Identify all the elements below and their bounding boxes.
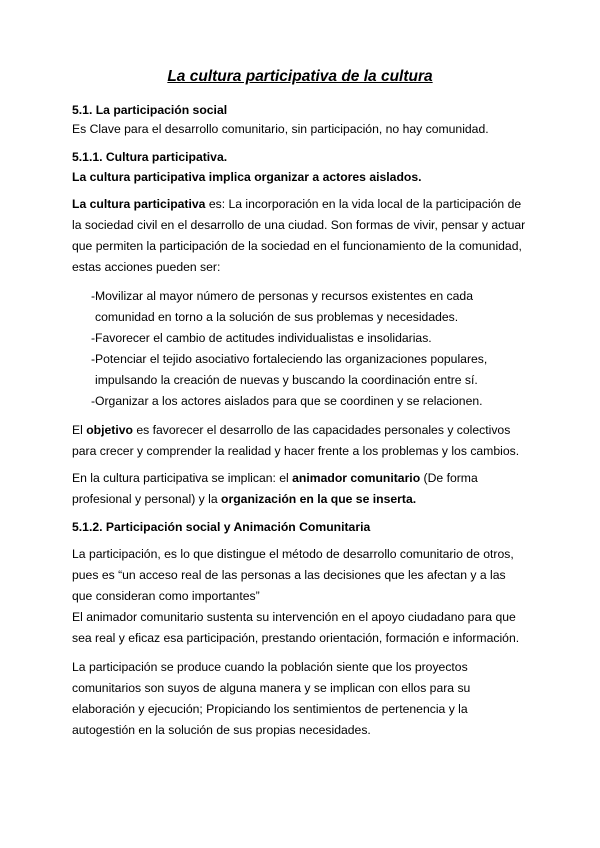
bullet-dash: - [91,331,96,345]
list-item-text: Movilizar al mayor número de personas y recursos existentes en cada comunidad en torno a la solución de sus problemas y necesidades. [95,289,473,324]
list-item [72,286,528,328]
list-item-text: Favorecer el cambio de actitudes individualistas e insolidarias. [95,331,432,345]
bullet-dash: - [91,352,96,366]
paragraph-poblacion: La participación se produce cuando la población siente que los proyectos comunitarios son suyos de alguna manera y se implican con ellos para su elaboración y ejecución; Propiciando los sentimientos de pertenencia y la autogestión en la solución de sus propias necesidades. [72,660,471,737]
section-5-1-2-heading: 5.1.2. Participación social y Animación Comunitaria [72,520,371,534]
list-item-text: Potenciar el tejido asociativo fortaleciendo las organizaciones populares, impulsando la creación de nuevas y buscando la coordinación entre sí. [95,352,488,387]
paragraph-body: es: La incorporación en la vida local de la participación de la sociedad civil en el desarrollo de una ciudad. Son formas de vivir, pensar y actuar que permiten la participación de la sociedad en el funcionamiento de la comunidad, estas acciones pueden ser: [72,197,526,274]
paragraph-animador: El animador comunitario sustenta su intervención en el apoyo ciudadano para que sea real y eficaz esa participación, prestando orientación, formación e información. [72,610,520,645]
paragraph-bold-term: objetivo [86,423,133,437]
list-item [72,328,528,349]
paragraph-participacion: La participación, es lo que distingue el método de desarrollo comunitario de otros, pues es “un acceso real de las personas a las decisiones que les afectan y a las que consideran como importantes” [72,547,514,603]
section-5-1-1-subheading: La cultura participativa implica organizar a actores aislados. [72,170,422,184]
section-5-1-text: Es Clave para el desarrollo comunitario, sin participación, no hay comunidad. [72,122,489,136]
paragraph-objetivo: El objetivo es favorecer el desarrollo de las capacidades personales y colectivos para crecer y comprender la realidad y hacer frente a los problemas y los cambios. [72,423,520,458]
paragraph-cultura-participativa [72,194,528,278]
list-item [72,349,528,391]
actions-list [72,286,528,412]
section-5-1-1-heading: 5.1.1. Cultura participativa. [72,150,228,164]
list-item-text: Organizar a los actores aislados para que se coordinen y se relacionen. [95,394,483,408]
paragraph-bold-term: animador comunitario [292,471,421,485]
paragraph-bold-term: organización en la que se inserta. [221,492,417,506]
document-page [72,68,528,741]
section-5-1-heading: 5.1. La participación social [72,103,228,117]
paragraph-bold-term: La cultura participativa [72,197,206,211]
paragraph-implicados: En la cultura participativa se implican: el animador comunitario (De forma profesional y personal) y la organización en la que se inserta. [72,471,478,506]
bullet-dash: - [91,394,96,408]
bullet-dash: - [91,289,96,303]
list-item [72,391,528,412]
document-title: La cultura participativa de la cultura [167,68,433,85]
